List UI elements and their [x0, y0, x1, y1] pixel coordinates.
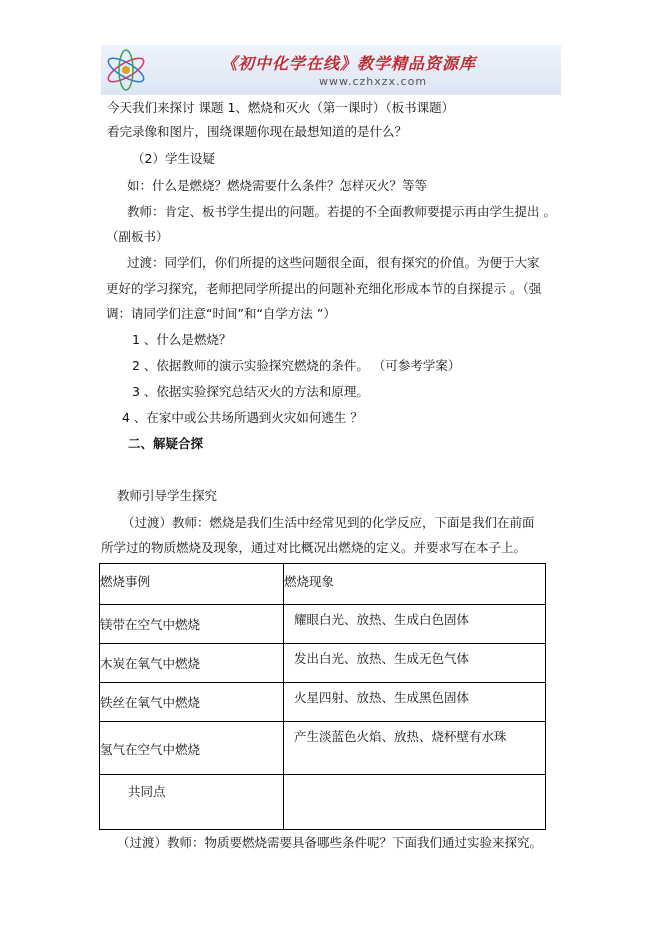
- paragraph-transition-2: 更好的学习探究，老师把同学所提出的问题补充细化形成本节的自探提示 。（强: [106, 281, 542, 296]
- list-item: 3 、依据实验探究总结灭火的方法和原理。: [132, 384, 369, 399]
- header-banner: [101, 45, 561, 95]
- section-heading: 二、解疑合探: [128, 436, 204, 451]
- table-row: [100, 775, 546, 830]
- paragraph-intro: 今天我们来探讨 课题 1、燃烧和灭火（第一课时）（板书课题）: [107, 100, 455, 115]
- paragraph-transition: 过渡：同学们，你们所提的这些问题很全面，很有探究的价值。为便于大家: [127, 255, 540, 270]
- paragraph-guide: 教师引导学生探究: [117, 488, 218, 503]
- combustion-table: [99, 563, 546, 830]
- atom-logo-icon: [103, 47, 149, 93]
- paragraph-sub-board: （副板书）: [106, 229, 169, 244]
- banner-title: 《初中化学在线》教学精品资源库: [221, 54, 477, 73]
- banner-url: www.czhxzx.com: [319, 75, 428, 88]
- table-row: [100, 605, 546, 644]
- table-header-row: [100, 564, 546, 605]
- section-label: （2）学生设疑: [132, 151, 215, 166]
- paragraph-transition-6: （过渡）教师：物质要燃烧需要具备哪些条件呢？下面我们通过实验来探究。: [117, 835, 543, 850]
- table-cell: 发出白光、放热、生成无色气体: [294, 651, 470, 666]
- table-header: 燃烧现象: [284, 574, 335, 589]
- table-cell: 木炭在氧气中燃烧: [100, 656, 201, 671]
- list-item: 4 、在家中或公共场所遇到火灾如何逃生 ？: [122, 410, 363, 425]
- table-cell: 铁丝在氧气中燃烧: [100, 695, 201, 710]
- paragraph-transition-3: 调：请同学们注意“时间”和“自学方法 ”）: [106, 306, 336, 321]
- table-row: [100, 683, 546, 722]
- table-cell: 产生淡蓝色火焰、放热、烧杯壁有水珠: [294, 729, 507, 744]
- table-cell: 耀眼白光、放热、生成白色固体: [294, 612, 470, 627]
- table-cell: 共同点: [128, 784, 166, 799]
- paragraph-transition-5: 所学过的物质燃烧及现象，通过对比概况出燃烧的定义。并要求写在本子上。: [101, 540, 527, 555]
- table-header: 燃烧事例: [100, 574, 151, 589]
- paragraph-transition-4: （过渡）教师：燃烧是我们生活中经常见到的化学反应，下面是我们在前面: [122, 515, 535, 530]
- list-item: 2 、依据教师的演示实验探究燃烧的条件。 （可参考学案）: [132, 358, 461, 373]
- table-cell: 火星四射、放热、生成黑色固体: [294, 690, 470, 705]
- list-item: 1 、什么是燃烧？: [132, 332, 232, 347]
- paragraph-example: 如：什么是燃烧？燃烧需要什么条件？怎样灭火？等等: [127, 178, 428, 193]
- table-cell: 氢气在空气中燃烧: [100, 742, 201, 757]
- paragraph-teacher: 教师：肯定、板书学生提出的问题。若提的不全面教师要提示再由学生提出 。: [127, 204, 556, 219]
- table-row: [100, 722, 546, 775]
- paragraph-question: 看完录像和图片，围绕课题你现在最想知道的是什么？: [107, 124, 408, 139]
- table-row: [100, 644, 546, 683]
- table-cell: 镁带在空气中燃烧: [100, 617, 201, 632]
